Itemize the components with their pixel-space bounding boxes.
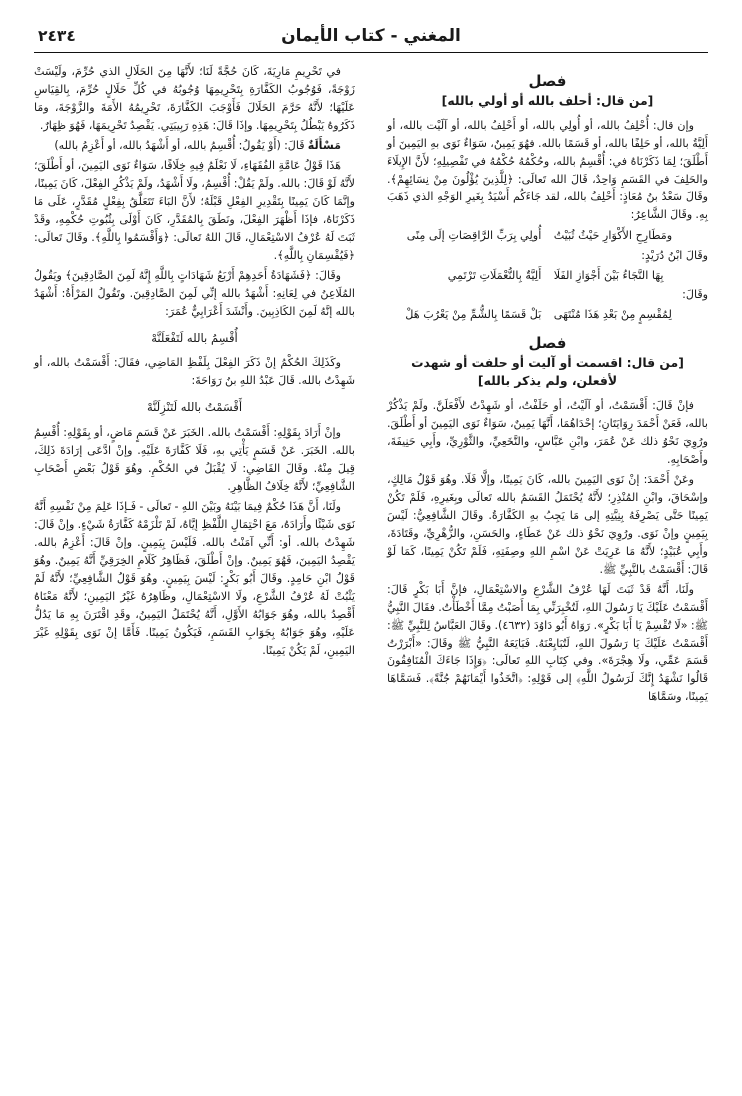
verse-hemistich-right: أُولِي بِرَبِّ الرَّاقِصَاتِ إلَى مِنًى [406,229,542,243]
verse-attribution: وقَالَ: [682,288,708,302]
page-header [34,26,708,53]
verse-line [387,266,708,286]
paragraph: وعَنْ أَحْمَدَ: إنْ نَوَى اليَمِينَ بالله، كَانَ يَمِينًا، وإلَّا فَلَا. وهُوَ قَوْلُ مَالِكٍ، وإسْحَاقَ، وابْنِ المُنْذِرِ؛ لأَنَّهُ يُحْتَمَلُ القَسَمُ بالله تَعالَى وبِغَيرِهِ، فَلَمْ تَكُنْ يَمِينًا حَتَّى يَصْرِفَهُ بِنِيَّتِهِ إلى مَا يَجِبُ بهِ الكَفَّارَةُ. وقَالَ الشَّافِعِيُّ: لَيْسَ بِيَمِينٍ وإنْ نَوَى. ورُوِيَ نَحْوُ ذلك عَنْ عَطَاءٍ، والحَسَنِ، والزُّهْرِيِّ، وقَتَادَةَ، وأَبِي عُبَيْدٍ؛ لأَنَّهُ مَا عَرِيَتْ عَنْ اسْمِ اللهِ وصِفَتِهِ، فَلَمْ تَكُنْ يَمِينًا، كَمَا لَوْ قَالَ: أَقْسَمْتُ بالنَّبِيِّ ﷺ. [387,472,708,576]
paragraph: وقَالَ: ﴿فَشَهَادَةُ أَحَدِهِمْ أَرْبَعُ شَهَادَاتٍ بِاللَّهِ إِنَّهُ لَمِنَ الصَّادِقِينَ﴾ ويَقُولُ المُلَاعِنُ في لِعَانِهِ: أَشْهَدُ بالله إنِّي لَمِنَ الصَّادِقِينَ. وتَقُولُ المَرْأَةُ: أَشْهَدُ بالله إنَّهُ لَمِنَ الكَاذِبِينَ. وأَنْشَدَ أَعْرَابِيٌّ عُمَرَ: [34,268,355,318]
masala-label: مَسْأَلَةٌ [307,138,341,152]
verse-hemistich-right: بَلْ قَسَمًا بِالشُّمِّ مِنْ يَعْرُبَ هَلْ [405,308,542,322]
verse-hemistich-left: ومَطَارِحِ الأَكْوَارِ حَيْثُ ثُبَيْتُ [553,229,673,243]
verse-hemistich-left: لِمُقْسِمٍ مِنْ بَعْدِ هَذَا مُنْتَهَى [553,308,672,322]
verse-hemistich-right: أَلِيَّةٌ بِالنُّعْمَلَاتِ تَرْتَمِي [447,268,542,282]
paragraph: ولَنَا، أَنَّ هَذَا حُكْمٌ فِيمَا بَيْنَهُ وبَيْنَ اللهِ - تَعالَى - فَـإذَا عَلِمَ مِنْ نَفْسِهِ أَنَّهُ نَوَى شَيْئًا وأَرَادَهُ، مَعَ احْتِمَالِ اللَّفْظِ إيَّاهُ، لَمْ تَلْزَمْهُ كَفَّارَةُ شَيْءٍ. وإنْ قَالَ: شَهِدْتُ بالله. أو: أَنِّي آمَنْتُ بالله. فَلَيْسَ بِيَمِينٍ. وإنْ قَالَ: أَعْزِمُ بالله. يَقْصِدُ اليَمِينَ، فَهُوَ يَمِينٌ. وإنْ أَطْلَقَ، فَظَاهِرُ كَلَامِ الخِرَقِيِّ أَنَّهُ يَمِينٌ. وهُوَ قَوْلُ ابْنِ حَامِدٍ. وقَالَ أَبُو بَكْرٍ: لَيْسَ بِيَمِينٍ. وهُوَ قَوْلُ الشَّافِعِيِّ؛ لأَنَّهُ لَمْ يَثْبُتْ لَهُ عُرْفُ الشَّرْعِ، ولَا الاسْتِعْمَالِ، وظَاهِرُهُ غَيْرُ اليَمِينِ؛ لأَنَّهُ مَعْنَاهُ أَقْصِدُ بالله، وهُوَ جَوَابُهُ الأَوَّلِ، أَنَّهُ يُحْتَمَلُ اليَمِينُ، وقَدِ اقْتَرَنَ بِهِ مَا يَدُلُّ عَلَيْهِ، وهُوَ جَوَابُهُ بِجَوَابِ القَسَمِ، فَيَكُونُ يَمِينًا. فَأَمَّا إنْ نَوَى بِقَوْلِهِ غَيْرَ اليَمِينِ، لَمْ يَكُنْ يَمِينًا. [34,499,355,657]
verse-attribution: وقَالَ ابْنُ دُرَيْدٍ: [641,249,708,263]
column-right [371,63,708,1048]
column-left [34,63,371,1048]
paragraph: في تَحْرِيمِ مَارِيَةَ، كَانَ حُجَّةً لَنَا؛ لأَنَّهَا مِنَ الحَلَالِ الذي حُرِّمَ، ولَيْسَتْ زَوْجَةً، فَوُجُوبُ الكَفَّارَةِ بِتَحْرِيمِهَا وُجُوبُهُ في كُلِّ حَلَالٍ حُرِّمَ، بِالقِيَاسِ عَلَيْهَا؛ لأَنَّهُ حَرَّمَ الحَلَالَ فَأَوْجَبَ الكَفَّارَةَ، تَحْرِيمُهُ الأَمَةَ والزَّوْجَةَ، ومَا ذَكَرُوهُ يَبْطُلُ بِتَحْرِيمِهَا. وإذَا قَالَ: هَذِهِ رَبِيبَتِي. يَقْصِدُ تَحْرِيمَهَا، فَهُوَ ظِهَارٌ. [34,65,355,132]
paragraph: وإنْ أَرَادَ بِقَوْلِهِ: أَقْسَمْتُ بالله. الخَبَرَ عَنْ قَسَمٍ مَاضٍ، أو بِقَوْلِهِ: أُقْسِمُ بالله. الخَبَرَ. عَنْ قَسَمٍ يَأْتِي بهِ، فَلَا كَفَّارَةَ عَلَيْهِ. وإنْ ادَّعَى إرَادَةَ ذَلِكَ، قِيلَ مِنْهُ. وقَالَ القَاضِي: لَا يُقْبَلُ في الحُكْمِ. وهُوَ قَوْلُ بَعْضِ أَصْحَابِ الشَّافِعِيِّ؛ لأَنَّهُ خِلَافُ الظَّاهِرِ. [34,425,355,493]
verse-line [387,226,708,246]
page-title [94,26,648,46]
paragraph: فإنْ قَالَ: أَقْسَمْتُ، أو آلَيْتُ، أو حَلَفْتُ، أو شَهِدْتُ لأَفْعَلَنَّ. ولَمْ يَذْكُرْ بالله، فَعَنْ أَحْمَدَ رِوَايَتَانِ؛ إحْدَاهُمَا، أَنَّهَا يَمِينٌ، سَوَاءٌ نَوَى اليَمِينَ أو أَطْلَقَ. ورُوِيَ نَحْوُ ذلك عَنْ عُمَرَ، وابْنِ عَبَّاسٍ، والنَّخَعِيِّ، والثَّوْرِيِّ، وأَبِي حَنِيفَةَ، وأَصْحَابِهِ. [387,398,708,466]
verse-hemistich-left: بِهَا النَّجَاءُ بَيْنَ أَجْوَازِ الفَلَا [553,268,664,282]
paragraph: ولَنَا، أَنَّهُ قَدْ ثَبَتَ لَهَا عُرْفُ الشَّرْعِ والاسْتِعْمَالِ، فإنَّ أَبَا بَكْرٍ قَالَ: أَقْسَمْتُ عَلَيْكَ يَا رَسُولَ اللهِ، لَتُخْبِرَنِّي بِمَا أَصَبْتُ مِمَّا أَخْطَأْتُ. فقَالَ النَّبِيُّ ﷺ: «لَا تُقْسِمْ يَا أَبَا بَكْرٍ». رَوَاهُ أَبُو دَاوُدَ (٤٦٣٢). وقَالَ العَبَّاسُ لِلنَّبِيِّ ﷺ: أَقْسَمْتُ عَلَيْكَ يَا رَسُولَ اللهِ، لَتُبَايِعْنَهُ. فَبَايَعَهُ النَّبِيُّ ﷺ وقَالَ: «أَبْرَرْتُ قَسَمَ عَمِّي، ولَا هِجْرَةَ». وفي كِتَابِ اللهِ تَعالَى: ﴿وَإِذَا جَاءَكَ الْمُنَافِقُونَ قَالُوا نَشْهَدُ إِنَّكَ لَرَسُولُ اللَّهِ﴾ إلى قَوْلِهِ: ﴿اتَّخَذُوا أَيْمَانَهُمْ جُنَّةً﴾. فَسَمَّاهَا يَمِينًا، وسَمَّاهَا [387,582,708,704]
section-heading-1: فصل [528,72,567,90]
paragraph: وإن قال: أُحْلِفُ بالله، أو أُولِي بالله، أو أَحْلِفُ بالله، أو آلَيْت بالله، أو أَلِيَّةُ بالله، أو حَلِفًا بالله، أو قَسَمًا بالله. فهُوَ يَمِينٌ، سَوَاءٌ نَوَى بهِ اليَمِينَ أو أَطْلَقَ؛ لِمَا ذَكَرْنَاهُ في: أُقْسِمُ بالله، وحُكْمُهُ حُكْمُهُ في تَفْصِيلِهِ؛ لأَنَّ الإِيلَاءَ والحَلِفَ في القَسَمِ وَاحِدٌ، قَالَ الله تَعالَى: ﴿لِلَّذِينَ يُؤْلُونَ مِنْ نِسَائِهِمْ﴾. وقَالَ سَعْدُ بنُ مُعَاذٍ: أَحْلِفُ بالله، لقد جَاءَكُم أَسْيَدُ بِغَيرِ الوَجْهِ الذي ذَهَبَ بِهِ. وقَالَ الشَّاعِرُ: [387,118,708,222]
title-separator: - [384,26,404,46]
chapter-title: كتاب الأيمان [281,26,385,46]
section-subheading-1: [من قال: أحلف بالله أو أولي بالله] [441,93,654,108]
paragraph: هَذَا قَوْلُ عَامَّةِ الفُقَهَاءِ، لَا نَعْلَمُ فِيهِ خِلَافًا، سَوَاءٌ نَوَى اليَمِينَ، أو أَطْلَقَ؛ لأَنَّهُ لَوْ قَالَ: بالله. ولَمْ يَقُلْ: أُقْسِمُ، ولَا أَشْهَدُ، ولَمْ يَذْكُرِ الفِعْلَ، كَانَ يَمِينًا، وإنَّمَا كَانَ يَمِينًا بِتَقْدِيرِ الفِعْلِ قَبْلَهُ؛ لأَنَّ البَاءَ تَتَعَلَّقُ بِفِعْلٍ مُقَدَّرٍ، عَلَى مَا ذَكَرْنَاهُ، فإذَا أَظْهَرَ الفِعْلَ، ونَطَقَ بِالمُقَدَّرِ، كَانَ أَوْلَى بِثُبُوتِ حُكْمِهِ، وقَدْ ثَبَتَ لَهُ عُرْفُ الاسْتِعْمَالِ، قَالَ اللهُ تَعالَى: ﴿وَأَقْسَمُوا بِاللَّهِ﴾. وقَالَ تَعالَى: ﴿فَيُقْسِمَانِ بِاللَّهِ﴾. [34,158,355,262]
poetry-line: أَقْسَمْتُ بالله لَتَنْزِلَنَّهْ [146,400,243,415]
masala-paragraph [34,137,355,155]
verse-line [387,305,708,325]
page-number: ٢٤٣٤ [38,27,76,45]
section-heading-2: فصل [528,333,567,352]
paragraph: وكَذَلِكَ الحُكْمُ إنْ ذَكَرَ الفِعْلَ بِلَفْظِ المَاضِي، فقَالَ: أَقْسَمْتُ بالله، أو شَهِدْتُ بالله. قَالَ عَبْدُ اللهِ بنُ رَوَاحَةَ: [34,356,355,388]
masala-text: قَالَ: (أَوْ يَقُولُ: أُقْسِمُ بالله، أو أَشْهَدُ بالله، أو أَعْزِمُ بالله) [54,138,305,152]
text-columns [34,63,708,1048]
poetry-line: أُقْسِمُ بالله لَتَفْعَلَنَّهْ [151,330,238,345]
book-title: المغني [403,26,461,46]
section-subheading-2: [من قال: اقسمت أو آليت أو حلفت أو شهدت لأفعلن، ولم يذكر بالله] [411,354,684,389]
